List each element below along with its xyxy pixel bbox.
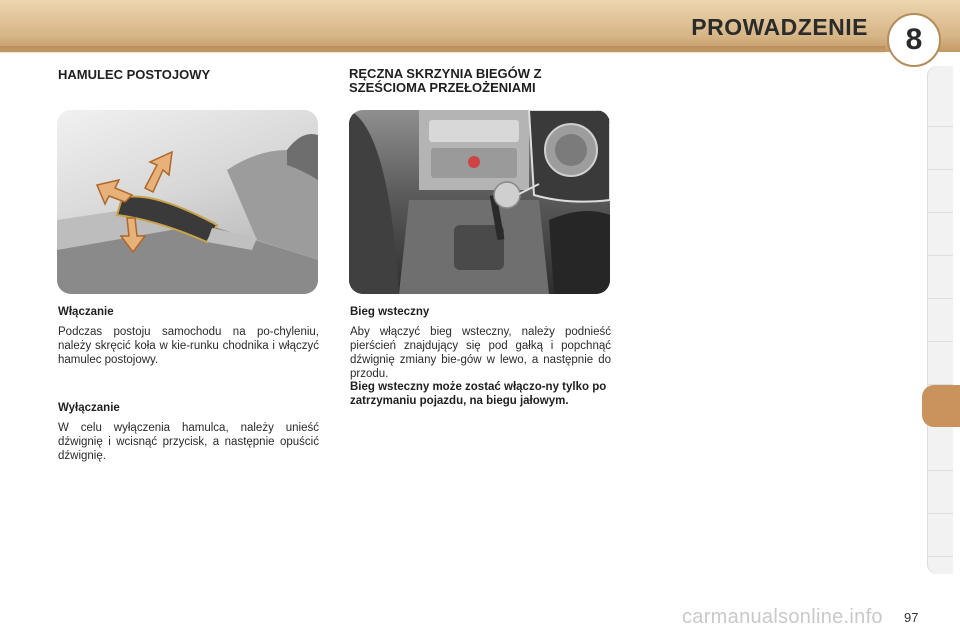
chapter-tab-strip	[927, 66, 953, 574]
chapter-tab[interactable]	[927, 299, 953, 342]
engage-text: Podczas postoju samochodu na po-chyleniu, należy skręcić koła w kie-runku chodnika i włączyć hamulec postojowy.	[58, 326, 319, 366]
gear-shift-illustration	[349, 110, 610, 294]
chapter-tab[interactable]	[927, 256, 953, 299]
chapter-tab-active[interactable]	[922, 385, 960, 427]
release-text: W celu wyłączenia hamulca, należy unieść dźwignię i wcisnąć przycisk, a następnie opuścić dźwignię.	[58, 422, 319, 462]
gear-shift-photo	[349, 110, 610, 294]
watermark: carmanualsonline.info	[682, 606, 883, 628]
chapter-tab[interactable]	[927, 342, 953, 385]
section-title-gearbox	[349, 67, 629, 95]
reverse-warning: Bieg wsteczny może zostać włączo-ny tylko po zatrzymaniu pojazdu, na biegu jałowym.	[350, 381, 607, 407]
chapter-tab[interactable]	[927, 213, 953, 256]
chapter-tab[interactable]	[927, 84, 953, 127]
reverse-text: Aby włączyć bieg wsteczny, należy podnieść pierścień znajdujący się pod gałką i popchnąć dźwignię zmiany bie-gów w lewo, a następnie do przodu.	[350, 326, 611, 380]
chapter-tab[interactable]	[927, 471, 953, 514]
section-title-gearbox-line2: SZEŚCIOMA PRZEŁOŻENIAMI	[349, 80, 536, 95]
chapter-title: PROWADZENIE	[691, 14, 868, 40]
chapter-tab[interactable]	[927, 127, 953, 170]
section-title-gearbox-line1: RĘCZNA SKRZYNIA BIEGÓW Z	[349, 66, 542, 81]
engage-title: Włączanie	[58, 306, 114, 318]
page-number: 97	[904, 610, 919, 625]
chapter-badge	[887, 13, 941, 67]
parking-brake-illustration	[57, 110, 318, 294]
section-title-parking-brake: HAMULEC POSTOJOWY	[58, 67, 211, 82]
header-shadow	[0, 46, 885, 54]
chapter-number: 8	[905, 23, 923, 56]
release-title: Wyłączanie	[58, 402, 120, 414]
reverse-title: Bieg wsteczny	[350, 306, 430, 318]
chapter-tab[interactable]	[927, 428, 953, 471]
chapter-tab[interactable]	[927, 170, 953, 213]
parking-brake-photo	[57, 110, 318, 294]
chapter-tab[interactable]	[927, 514, 953, 557]
